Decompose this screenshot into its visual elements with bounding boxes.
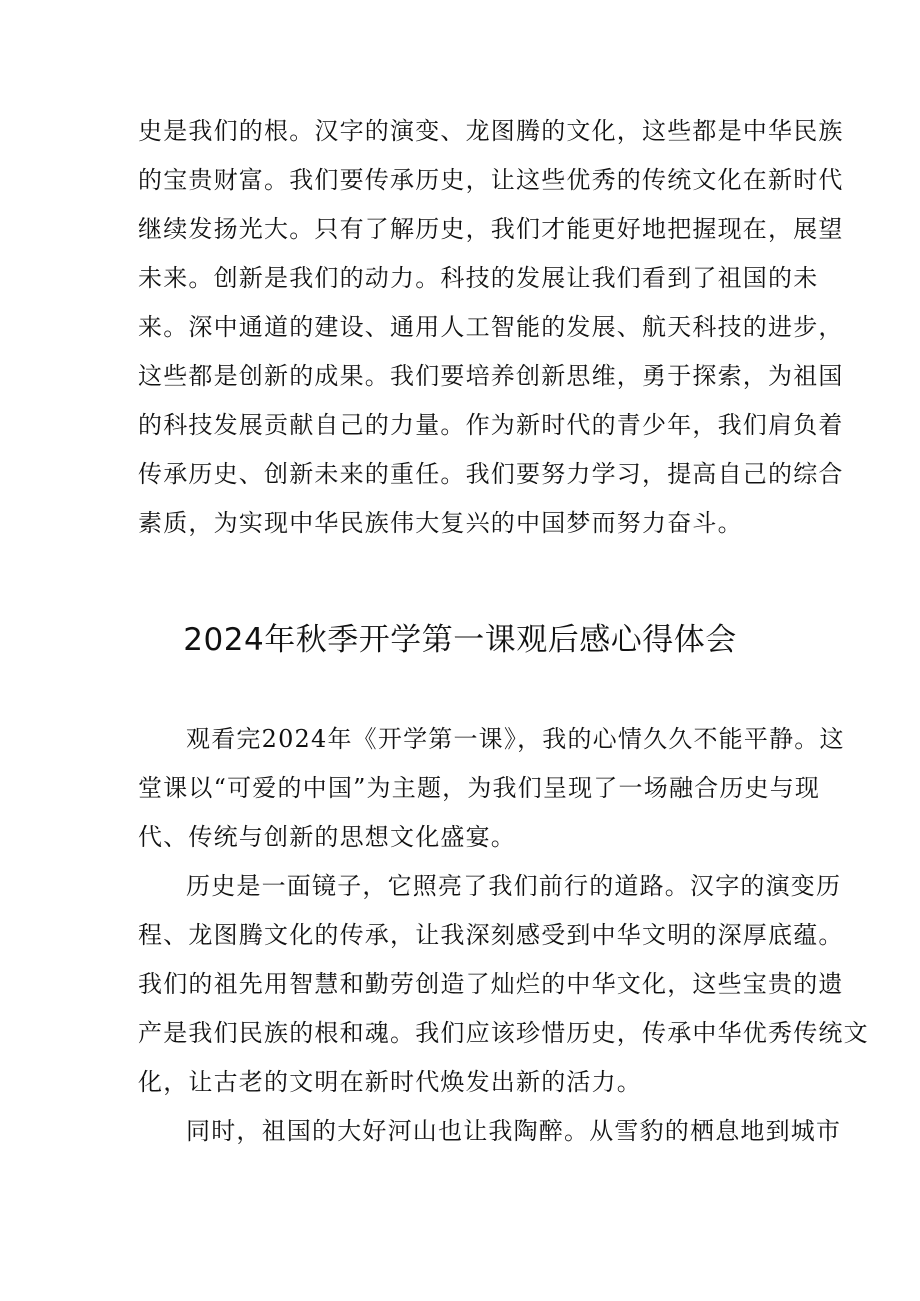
text-line: 传承历史、创新未来的重任。我们要努力学习，提高自己的综合 [138,460,844,488]
text-line: 同时，祖国的大好河山也让我陶醉。从雪豹的栖息地到城市 [186,1117,842,1145]
text-line: 堂课以“可爱的中国”为主题，为我们呈现了一场融合历史与现 [138,774,821,802]
text-line: 素质，为实现中华民族伟大复兴的中国梦而努力奋斗。 [138,509,743,537]
text-line: 未来。创新是我们的动力。科技的发展让我们看到了祖国的未 [138,264,819,292]
text-line: 历史是一面镜子，它照亮了我们前行的道路。汉字的演变历 [186,872,842,900]
text-line: 代、传统与创新的思想文化盛宴。 [138,823,516,851]
text-line: 产是我们民族的根和魂。我们应该珍惜历史，传承中华优秀传统文 [138,1019,869,1047]
text-line: 我们的祖先用智慧和勤劳创造了灿烂的中华文化，这些宝贵的遗 [138,970,844,998]
text-line: 继续发扬光大。只有了解历史，我们才能更好地把握现在，展望 [138,215,844,243]
text-line: 观看完2024年《开学第一课》，我的心情久久不能平静。这 [186,725,845,753]
text-line: 这些都是创新的成果。我们要培养创新思维，勇于探索，为祖国 [138,362,844,390]
text-line: 史是我们的根。汉字的演变、龙图腾的文化，这些都是中华民族 [138,117,844,145]
text-line: 化，让古老的文明在新时代焕发出新的活力。 [138,1068,642,1096]
text-line: 来。深中通道的建设、通用人工智能的发展、航天科技的进步， [138,313,844,341]
article-title: 2024年秋季开学第一课观后感心得体会 [183,622,737,658]
text-line: 的宝贵财富。我们要传承历史，让这些优秀的传统文化在新时代 [138,166,844,194]
text-line: 程、龙图腾文化的传承，让我深刻感受到中华文明的深厚底蕴。 [138,921,844,949]
text-line: 的科技发展贡献自己的力量。作为新时代的青少年，我们肩负着 [138,411,844,439]
